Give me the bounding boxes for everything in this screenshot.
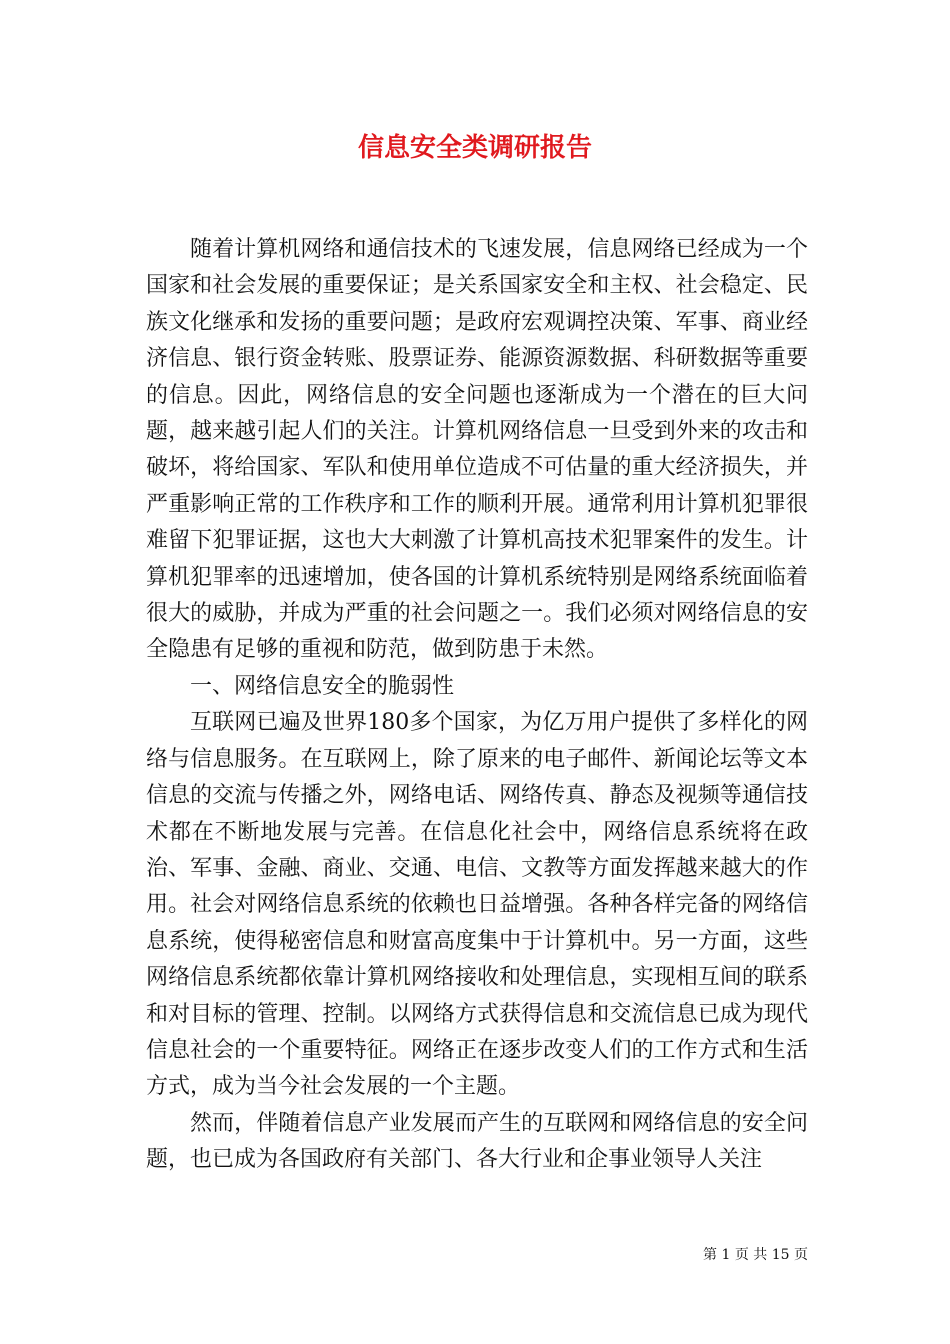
paragraph-section-1: 互联网已遍及世界180多个国家，为亿万用户提供了多样化的网络与信息服务。在互联网上，除了原来的电子邮件、新闻论坛等文本信息的交流与传播之外，网络电话、网络传真、静态及视频等通信技术都在不断地发展与完善。在信息化社会中，网络信息系统将在政治、军事、金融、商业、交通、电信、文教等方面发挥越来越大的作用。社会对网络信息系统的依赖也日益增强。各种各样完备的网络信息系统，使得秘密信息和财富高度集中于计算机中。另一方面，这些网络信息系统都依靠计算机网络接收和处理信息，实现相互间的联系和对目标的管理、控制。以网络方式获得信息和交流信息已成为现代信息社会的一个重要特征。网络正在逐步改变人们的工作方式和生活方式，成为当今社会发展的一个主题。 [146,710,808,1100]
section-heading-1: 一、网络信息安全的脆弱性 [190,673,455,699]
document-body [146,232,808,1179]
paragraph-continued: 然而，伴随着信息产业发展而产生的互联网和网络信息的安全问题，也已成为各国政府有关部门、各大行业和企事业领导人关注 [146,1110,808,1173]
paragraph-intro: 随着计算机网络和通信技术的飞速发展，信息网络已经成为一个国家和社会发展的重要保证；是关系国家安全和主权、社会稳定、民族文化继承和发扬的重要问题；是政府宏观调控决策、军事、商业经济信息、银行资金转账、股票证券、能源资源数据、科研数据等重要的信息。因此，网络信息的安全问题也逐渐成为一个潜在的巨大问题，越来越引起人们的关注。计算机网络信息一旦受到外来的攻击和破坏，将给国家、军队和使用单位造成不可估量的重大经济损失，并严重影响正常的工作秩序和工作的顺利开展。通常利用计算机犯罪很难留下犯罪证据，这也大大刺激了计算机高技术犯罪案件的发生。计算机犯罪率的迅速增加，使各国的计算机系统特别是网络系统面临着很大的威胁，并成为严重的社会问题之一。我们必须对网络信息的安全隐患有足够的重视和防范，做到防患于未然。 [146,237,808,663]
page-footer: 第 1 页 共 15 页 [703,1247,808,1263]
document-title: 信息安全类调研报告 [357,133,592,163]
